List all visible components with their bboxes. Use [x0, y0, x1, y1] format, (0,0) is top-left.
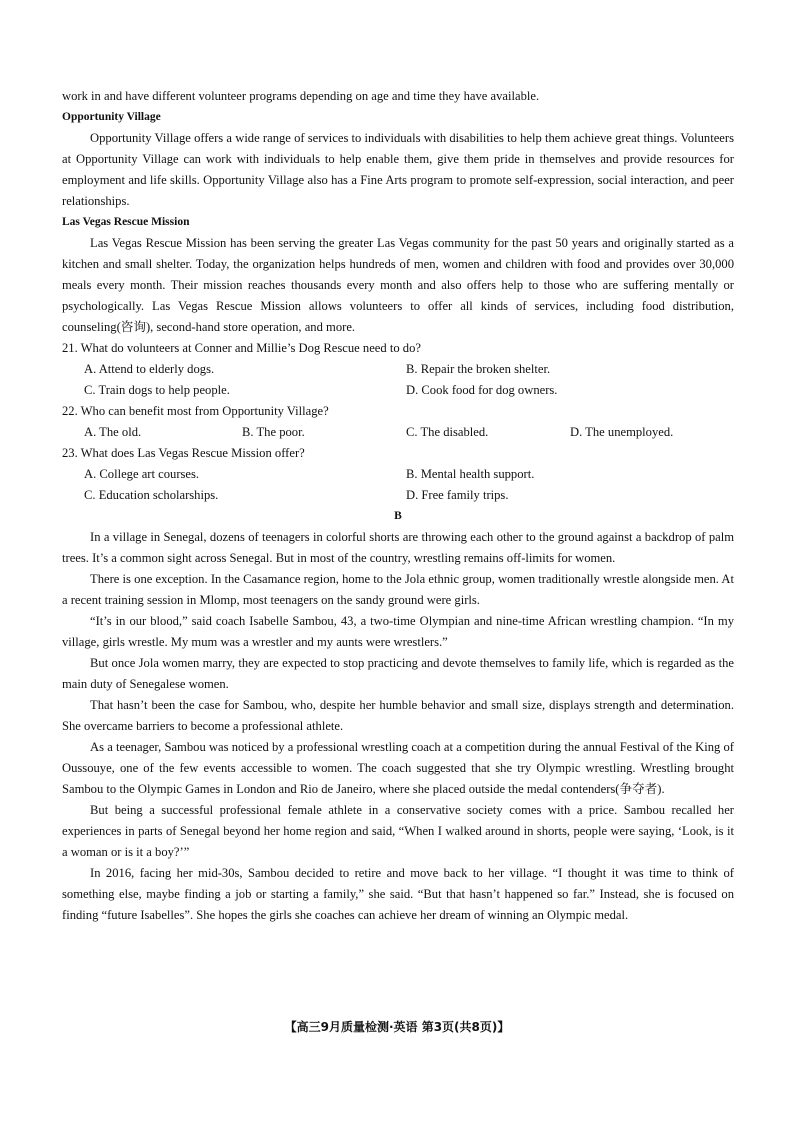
- option-c: C. Education scholarships.: [84, 488, 219, 502]
- section-heading: Opportunity Village: [62, 111, 161, 123]
- passage-text: Opportunity Village offers a wide range of services to individuals with disabilities to help them achieve great things. Volunteers at Opportunity Village can work with individuals to help enable them, give them pride in themselves and provide resources for employment and life skills. Opportunity Village also has a Fine Arts program to promote self-expression, social interaction, and peer relationships.: [62, 131, 734, 208]
- passage-text: work in and have different volunteer programs depending on age and time they have available.: [62, 89, 540, 103]
- option-c: C. Train dogs to help people.: [84, 383, 230, 397]
- passage-paragraph: In a village in Senegal, dozens of teenagers in colorful shorts are throwing each other to the ground against a backdrop of palm trees. It’s a common sight across Senegal. But in most of the country, wrestling remains off-limits for women.: [62, 530, 734, 565]
- passage-paragraph: But once Jola women marry, they are expected to stop practicing and devote themselves to family life, which is regarded as the main duty of Senegalese women.: [62, 656, 734, 691]
- question-options: [84, 359, 734, 401]
- question-stem: 23. What does Las Vegas Rescue Mission offer?: [62, 446, 305, 460]
- passage-paragraph: In 2016, facing her mid-30s, Sambou decided to retire and move back to her village. “I thought it was time to think of something else, maybe finding a job or starting a family,” she said. “But that hasn’t happened so far.” Instead, she is focused on finding “future Isabelles”. She hopes the girls she coaches can achieve her dream of winning an Olympic medal.: [62, 866, 734, 922]
- section-heading: Las Vegas Rescue Mission: [62, 216, 190, 228]
- option-d: D. The unemployed.: [570, 425, 674, 439]
- page-footer: 【高三9月质量检测·英语 第3页(共8页)】: [284, 1020, 510, 1034]
- question-22: [62, 401, 734, 443]
- option-d: D. Free family trips.: [406, 488, 509, 502]
- option-c: C. The disabled.: [406, 425, 489, 439]
- passage-label: B: [394, 510, 402, 522]
- passage-paragraph: That hasn’t been the case for Sambou, who, despite her humble behavior and small size, displays strength and determination. She overcame barriers to become a professional athlete.: [62, 698, 734, 733]
- option-b: B. Mental health support.: [406, 467, 535, 481]
- page-content: [62, 86, 734, 926]
- passage-paragraph: “It’s in our blood,” said coach Isabelle Sambou, 43, a two-time Olympian and nine-time African wrestling champion. “In my village, girls wrestle. My mum was a wrestler and my aunts were wrestlers.”: [62, 614, 734, 649]
- option-a: A. College art courses.: [84, 467, 200, 481]
- passage-paragraph: There is one exception. In the Casamance region, home to the Jola ethnic group, women traditionally wrestle alongside men. At a recent training session in Mlomp, most teenagers on the sandy ground were girls.: [62, 572, 734, 607]
- passage-text: Las Vegas Rescue Mission has been serving the greater Las Vegas community for the past 50 years and originally started as a kitchen and small shelter. Today, the organization helps hundreds of men, women and children with food and provides over 30,000 meals every month. Their mission reaches thousands every month and also offers help to those who are suffering mentally or psychologically. Las Vegas Rescue Mission allows volunteers to offer all kinds of services, including food distribution, counseling(咨询), second-hand store operation, and more.: [62, 236, 734, 334]
- option-a: A. The old.: [84, 425, 142, 439]
- question-options: [84, 464, 734, 506]
- question-21: [62, 338, 734, 401]
- option-b: B. The poor.: [242, 425, 305, 439]
- question-stem: 21. What do volunteers at Conner and Millie’s Dog Rescue need to do?: [62, 341, 421, 355]
- option-d: D. Cook food for dog owners.: [406, 383, 558, 397]
- passage-paragraph: But being a successful professional female athlete in a conservative society comes with a price. Sambou recalled her experiences in parts of Senegal beyond her home region and said, “When I walked around in shorts, people were saying, ‘Look, is it a woman or is it a boy?’”: [62, 803, 734, 859]
- question-options: [84, 422, 734, 443]
- option-a: A. Attend to elderly dogs.: [84, 362, 215, 376]
- question-23: [62, 443, 734, 506]
- passage-paragraph: As a teenager, Sambou was noticed by a professional wrestling coach at a competition during the annual Festival of the King of Oussouye, one of the few events accessible to women. The coach suggested that she try Olympic wrestling. Wrestling brought Sambou to the Olympic Games in London and Rio de Janeiro, where she placed outside the medal contenders(争夺者).: [62, 740, 734, 796]
- option-b: B. Repair the broken shelter.: [406, 362, 551, 376]
- question-stem: 22. Who can benefit most from Opportunity Village?: [62, 404, 329, 418]
